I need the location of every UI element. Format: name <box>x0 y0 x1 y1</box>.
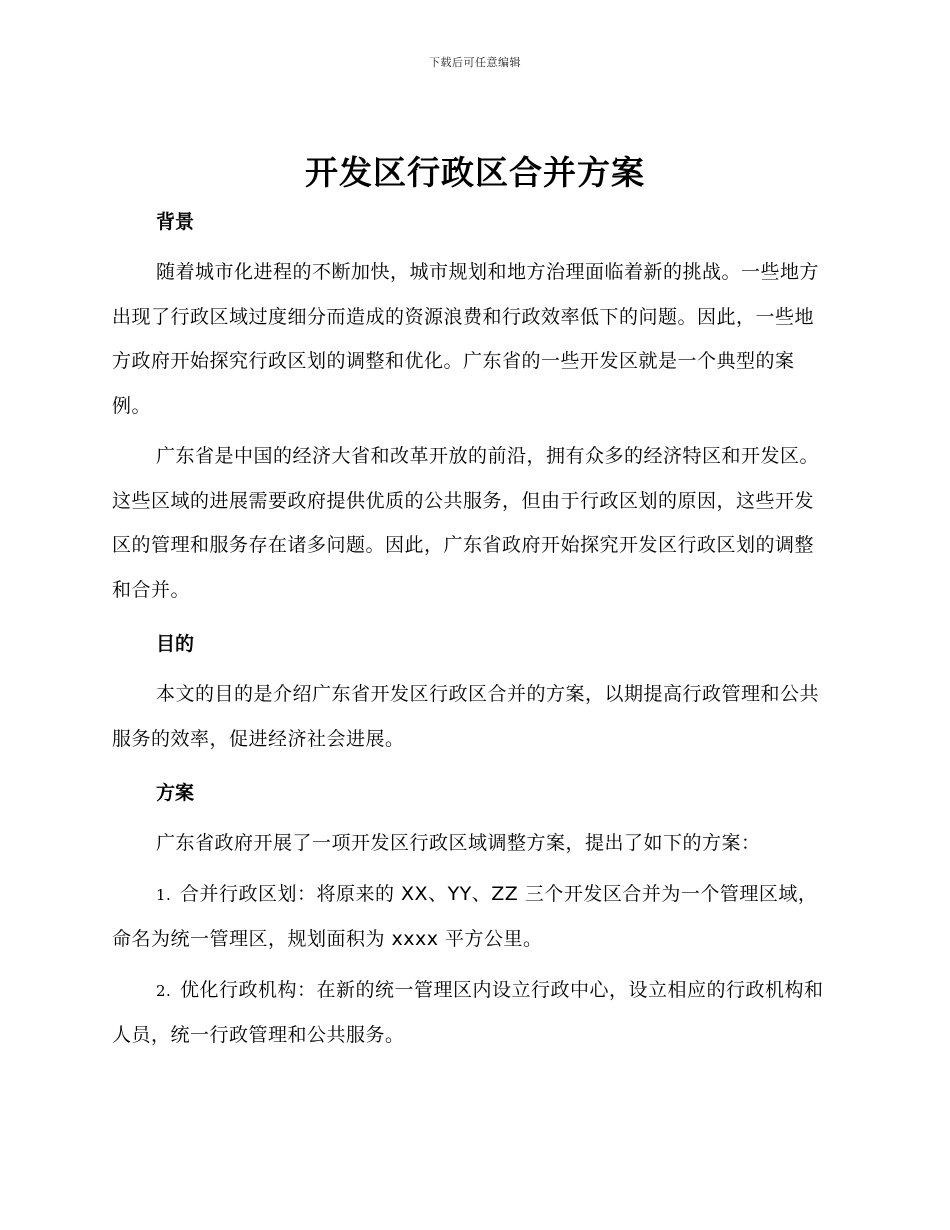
paragraph: 本文的目的是介绍广东省开发区行政区合并的方案，以期提高行政管理和公共服务的效率，促进经济社会进展。 <box>112 683 820 750</box>
header-note: 下载后可任意编辑 <box>429 56 521 69</box>
list-number: 1. <box>156 885 172 904</box>
list-number: 2. <box>156 981 172 1000</box>
document-body <box>112 204 832 1058</box>
list-item <box>112 968 832 1058</box>
list-text: 优化行政机构：在新的统一管理区内设立行政中心，设立相应的行政机构和人员，统一行政管理和公共服务。 <box>112 978 824 1046</box>
section-heading-plan: 方案 <box>156 782 195 804</box>
paragraph: 广东省政府开展了一项开发区行政区域调整方案，提出了如下的方案： <box>156 832 761 854</box>
paragraph: 随着城市化进程的不断加快，城市规划和地方治理面临着新的挑战。一些地方出现了行政区域过度细分而造成的资源浪费和行政效率低下的问题。因此，一些地方政府开始探究行政区划的调整和优化。广东省的一些开发区就是一个典型的案例。 <box>112 261 820 417</box>
list-item <box>112 872 832 962</box>
paragraph: 广东省是中国的经济大省和改革开放的前沿，拥有众多的经济特区和开发区。这些区域的进展需要政府提供优质的公共服务，但由于行政区划的原因，这些开发区的管理和服务存在诸多问题。因此，广东省政府开始探究开发区行政区划的调整和合并。 <box>112 445 820 601</box>
list-text: 合并行政区划：将原来的 XX、YY、ZZ 三个开发区合并为一个管理区域，命名为统一管理区，规划面积为 xxxx 平方公里。 <box>112 882 818 950</box>
section-heading-background: 背景 <box>156 211 195 233</box>
section-heading-purpose: 目的 <box>156 633 195 655</box>
document-title: 开发区行政区合并方案 <box>305 153 645 192</box>
